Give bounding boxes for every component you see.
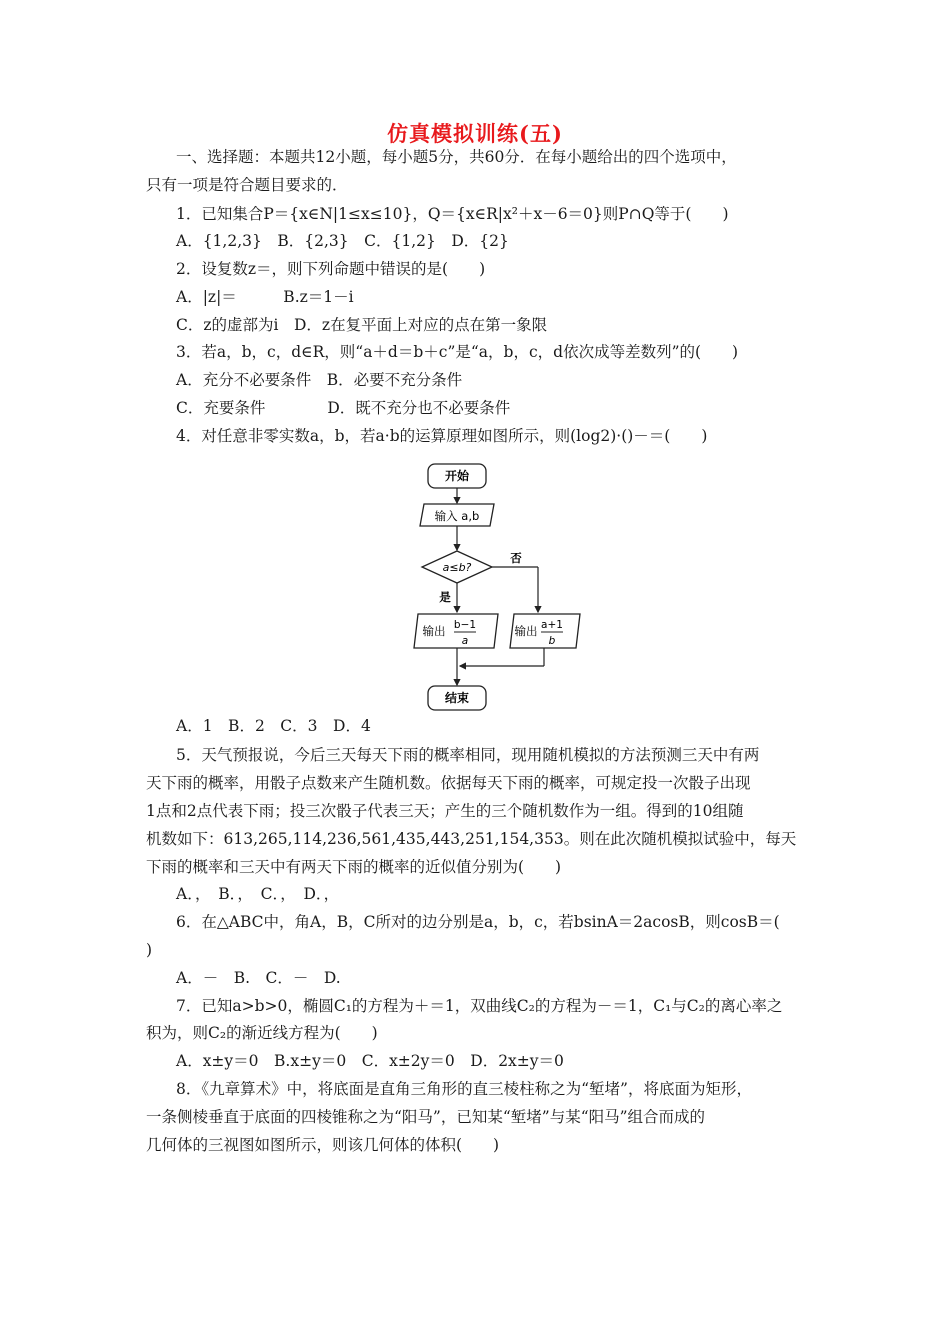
page-title: 仿真模拟训练(五) xyxy=(387,121,563,146)
q5-line-5: 下雨的概率和三天中有两天下雨的概率的近似值分别为( ) xyxy=(146,858,562,876)
q3-stem: 3．若a，b，c，d∈R，则“a＋d＝b＋c”是“a，b，c，d依次成等差数列”的( ) xyxy=(176,343,739,361)
flow-output-left-numerator: b−1 xyxy=(453,619,477,631)
q8-line-2: 一条侧棱垂直于底面的四棱锥称之为“阳马”，已知某“堑堵”与某“阳马”组合而成的 xyxy=(146,1108,706,1126)
q5-line-2: 天下雨的概率，用骰子点数来产生随机数。依据每天下雨的概率，可规定投一次骰子出现 xyxy=(146,774,751,792)
q3-options-2: C．充要条件 D．既不充分也不必要条件 xyxy=(176,399,511,417)
intro-line-2: 只有一项是符合题目要求的． xyxy=(146,176,348,194)
flow-output-right-prefix: 输出 xyxy=(514,624,538,638)
q1-options: A．{1,2,3} B．{2,3} C．{1,2} D．{2} xyxy=(176,232,509,250)
flow-output-right-denominator: b xyxy=(548,635,556,647)
flow-start-label: 开始 xyxy=(444,469,470,483)
q7-options: A．x±y＝0 B.x±y＝0 C．x±2y＝0 D．2x±y＝0 xyxy=(176,1052,564,1070)
q7-line-1: 7．已知a>b>0，椭圆C₁的方程为＋＝1，双曲线C₂的方程为－＝1，C₁与C₂的离心率之 xyxy=(176,997,783,1015)
q6-options: A．－ B. C．－ D. xyxy=(176,969,341,987)
q6-line-1: 6．在△ABC中，角A，B，C所对的边分别是a，b，c，若bsinA＝2acosB，则cosB＝( xyxy=(176,913,780,931)
q5-line-4: 机数如下：613,265,114,236,561,435,443,251,154,353。则在此次随机模拟试验中，每天 xyxy=(146,830,797,848)
q5-line-3: 1点和2点代表下雨；投三次骰子代表三天；产生的三个随机数作为一组。得到的10组随 xyxy=(146,802,744,820)
flowchart xyxy=(410,458,590,714)
flow-output-left-denominator: a xyxy=(461,635,469,647)
q4-options: A．1 B．2 C．3 D．4 xyxy=(176,717,371,735)
q7-line-2: 积为，则C₂的渐近线方程为( ) xyxy=(146,1024,378,1042)
q6-line-2: ) xyxy=(146,941,153,959)
q2-options-1: A．|z|＝ B.z＝1－i xyxy=(176,288,354,306)
q5-options: A．， B．， C．， D．， xyxy=(176,885,340,903)
flow-decision-label: a≤b? xyxy=(442,561,472,574)
flow-no-label: 否 xyxy=(510,551,522,565)
flow-yes-label: 是 xyxy=(439,590,451,604)
intro-line-1: 一、选择题：本题共12小题，每小题5分，共60分．在每小题给出的四个选项中， xyxy=(176,148,737,166)
q2-stem: 2．设复数z＝，则下列命题中错误的是( ) xyxy=(176,260,486,278)
flow-output-left-prefix: 输出 xyxy=(422,624,446,638)
flow-input-label: 输入 a,b xyxy=(434,509,480,523)
flow-output-right-numerator: a+1 xyxy=(541,619,563,631)
q8-line-1: 8．《九章算术》中，将底面是直角三角形的直三棱柱称之为“堑堵”，将底面为矩形， xyxy=(176,1080,752,1098)
q2-options-2: C．z的虚部为i D．z在复平面上对应的点在第一象限 xyxy=(176,316,548,334)
q5-line-1: 5．天气预报说，今后三天每天下雨的概率相同，现用随机模拟的方法预测三天中有两 xyxy=(176,746,760,764)
q8-line-3: 几何体的三视图如图所示，则该几何体的体积( ) xyxy=(146,1136,500,1154)
q1-stem: 1．已知集合P＝{x∈N|1≤x≤10}，Q＝{x∈R|x²＋x－6＝0}则P∩Q等于( ) xyxy=(176,205,729,223)
flow-end-label: 结束 xyxy=(444,691,470,705)
q4-stem: 4．对任意非零实数a，b，若a·b的运算原理如图所示，则(log2)·()－＝( ) xyxy=(176,427,708,445)
q3-options-1: A．充分不必要条件 B．必要不充分条件 xyxy=(176,371,463,389)
